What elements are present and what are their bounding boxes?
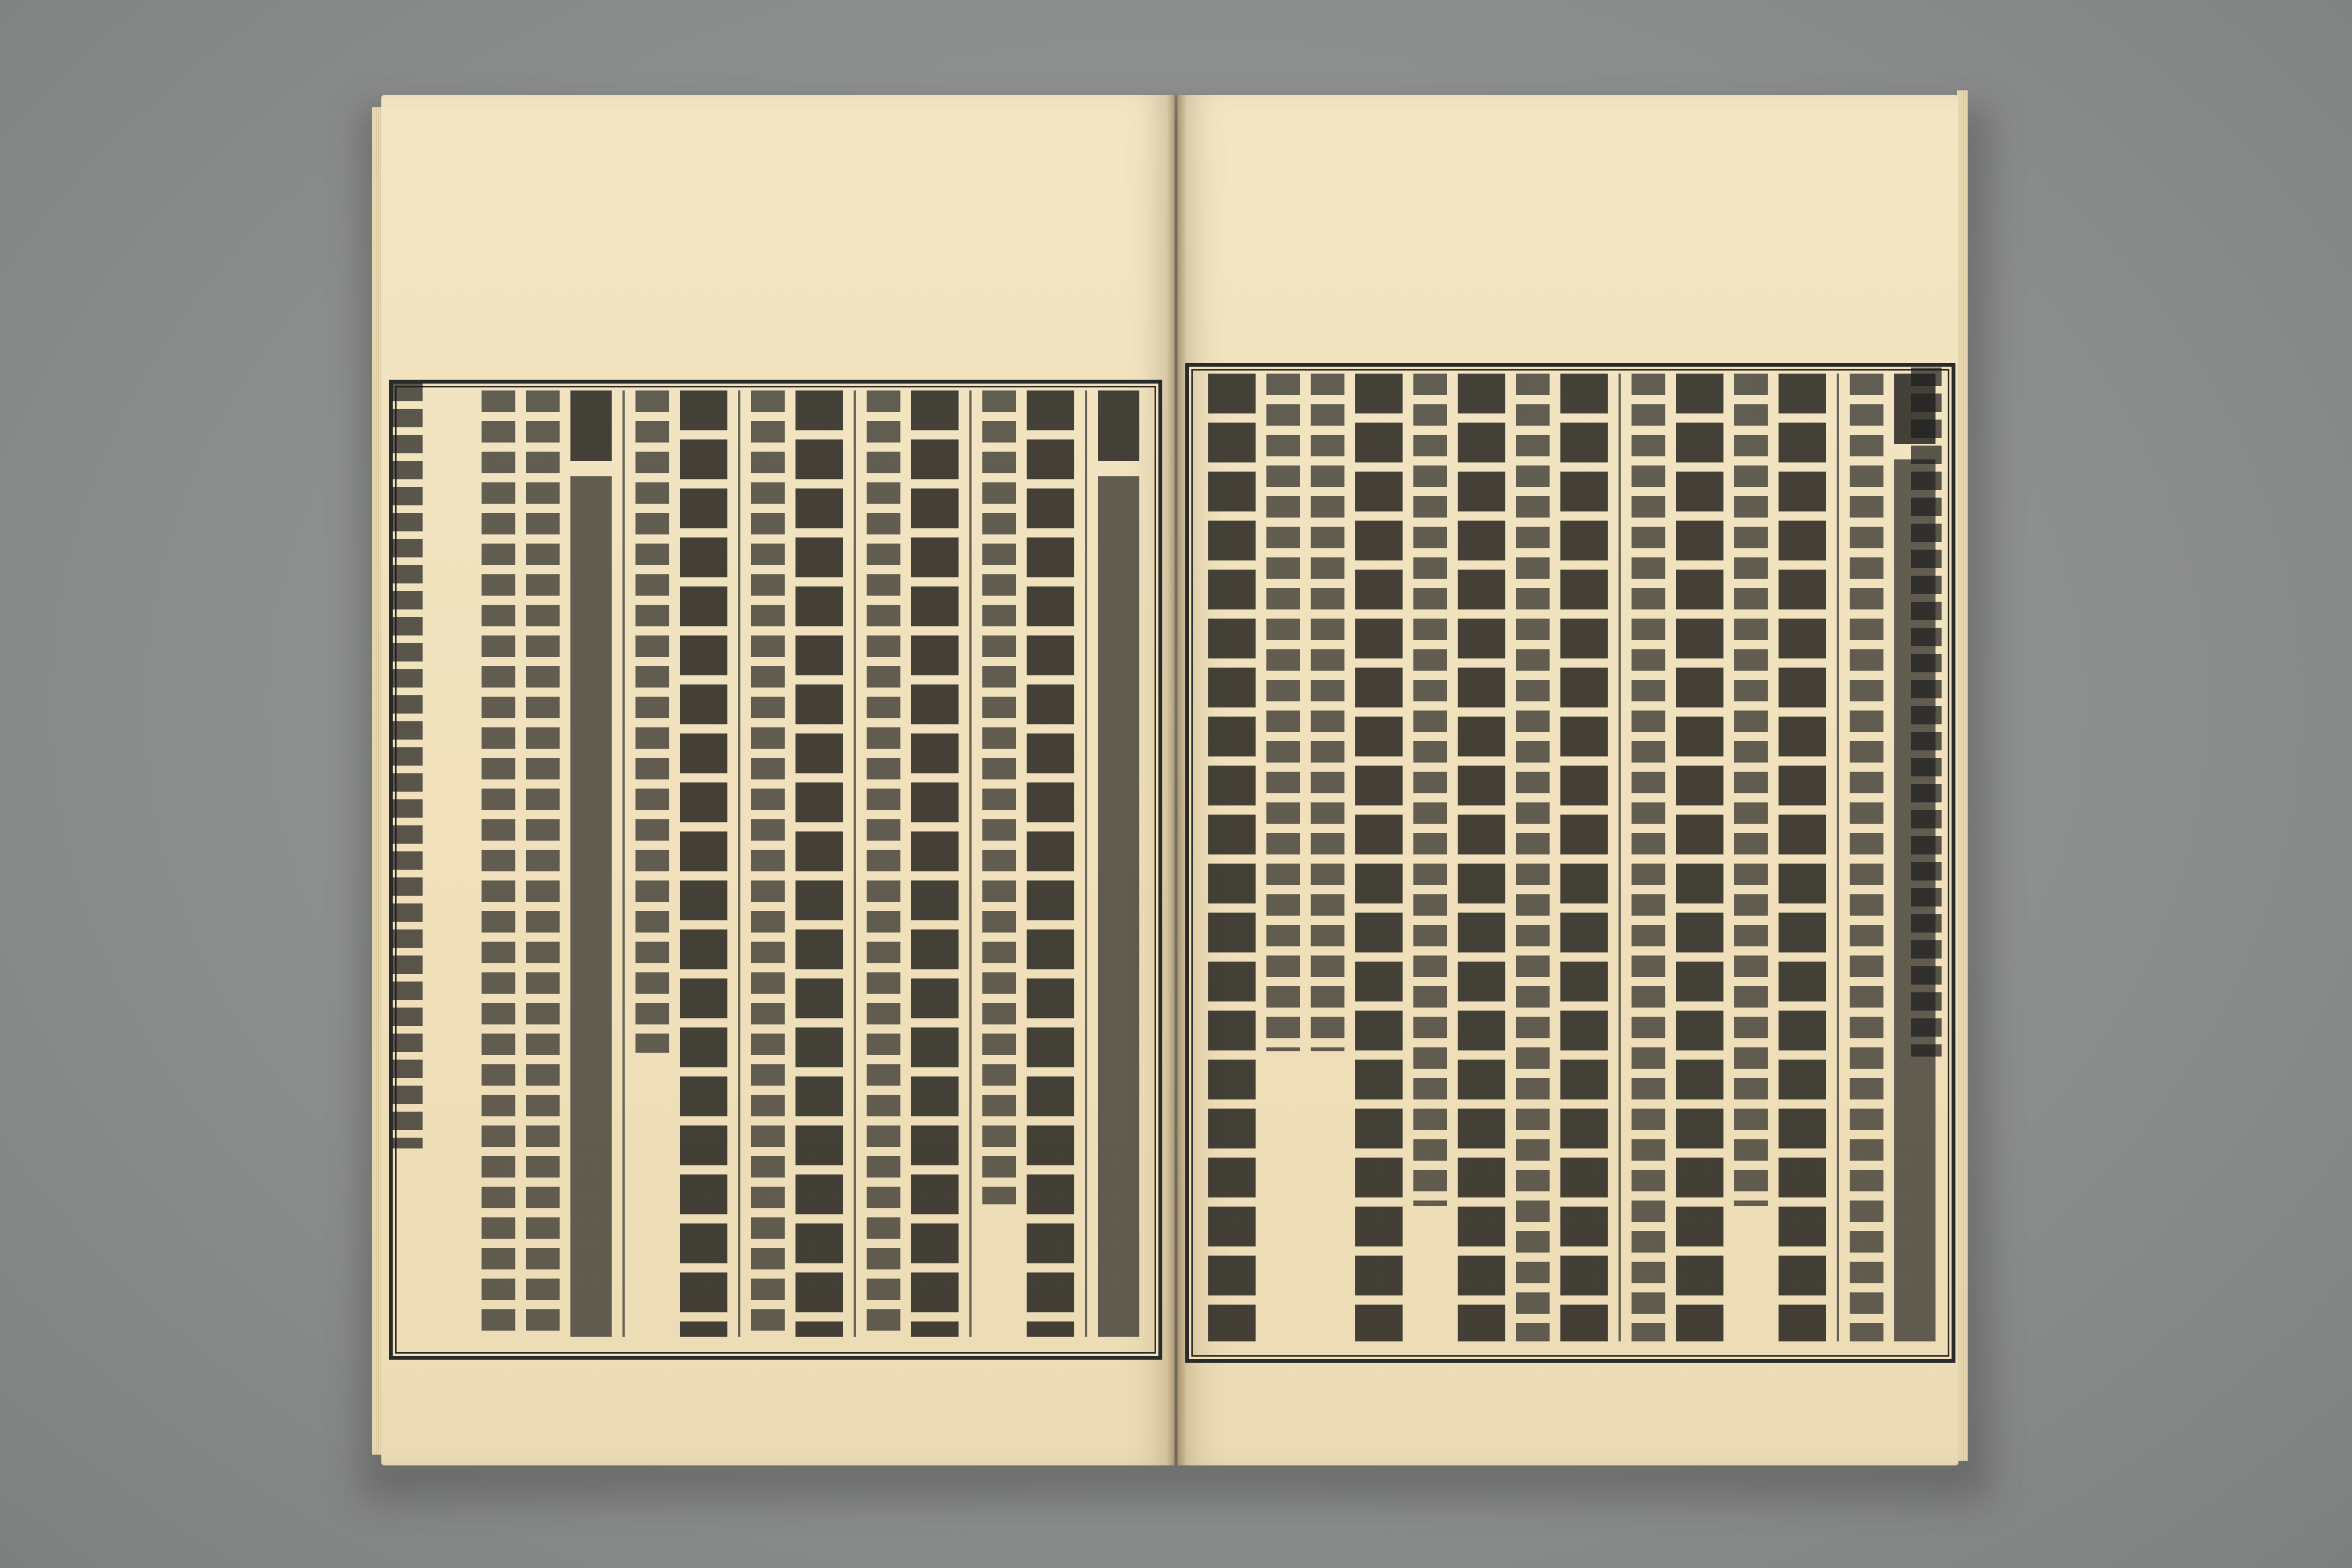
left-fold-heading	[392, 383, 423, 1148]
book-gutter	[1167, 95, 1187, 1465]
text-column	[482, 390, 515, 1337]
text-column	[570, 390, 612, 1337]
text-column	[1779, 374, 1826, 1341]
text-column	[1311, 374, 1344, 1051]
text-column	[1632, 374, 1665, 1341]
text-column	[1355, 374, 1403, 1341]
text-column	[1850, 374, 1883, 1341]
column-rule	[622, 390, 625, 1337]
right-text-columns	[1200, 374, 1936, 1341]
text-column	[867, 390, 900, 1337]
text-column	[1676, 374, 1723, 1341]
text-column	[911, 390, 959, 1337]
text-column	[1734, 374, 1768, 1206]
text-column	[635, 390, 669, 1053]
text-column	[1027, 390, 1074, 1337]
column-rule	[738, 390, 740, 1337]
text-column	[795, 390, 843, 1337]
text-column	[680, 390, 727, 1337]
text-column	[526, 390, 560, 1337]
column-rule	[1837, 374, 1839, 1341]
text-column	[1266, 374, 1300, 1051]
right-page-edges	[1957, 90, 1968, 1461]
text-column	[1516, 374, 1550, 1341]
column-rule	[1085, 390, 1087, 1337]
column-rule	[1619, 374, 1621, 1341]
column-rule	[854, 390, 856, 1337]
right-fold-heading	[1911, 368, 1942, 1057]
column-rule	[969, 390, 972, 1337]
text-column	[1413, 374, 1447, 1206]
text-column	[1458, 374, 1505, 1341]
text-column	[1098, 390, 1139, 1337]
text-column	[1208, 374, 1256, 1341]
text-column	[982, 390, 1016, 1204]
text-column	[751, 390, 785, 1337]
text-column	[1560, 374, 1608, 1341]
left-text-columns	[404, 390, 1139, 1337]
